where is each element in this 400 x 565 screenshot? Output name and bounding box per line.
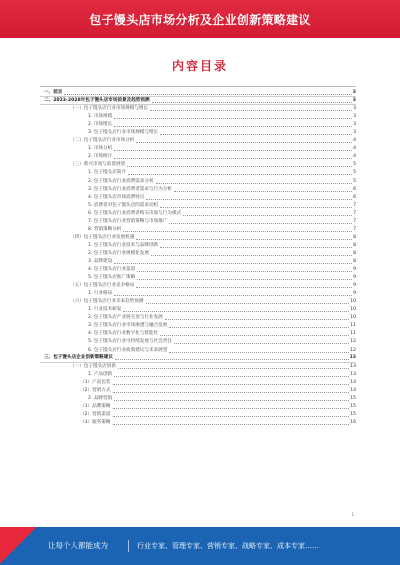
toc-entry[interactable] <box>40 178 356 186</box>
toc-entry[interactable] <box>40 298 356 306</box>
toc-entry-label: 1. 市场分析 <box>88 146 113 152</box>
toc-dot-leader <box>114 157 352 159</box>
toc-entry-page: 9 <box>353 291 356 297</box>
toc-entry-page: 3 <box>353 106 356 112</box>
toc-dot-leader <box>114 117 352 119</box>
toc-entry[interactable] <box>40 338 356 346</box>
toc-dot-leader <box>113 407 350 409</box>
toc-dot-leader <box>127 165 352 167</box>
toc-entry[interactable] <box>40 403 356 411</box>
toc-dot-leader <box>114 125 352 127</box>
toc-entry-page: 11 <box>350 323 356 329</box>
toc-dot-leader <box>169 222 352 224</box>
toc-dot-leader <box>174 342 349 344</box>
toc-entry[interactable] <box>40 290 356 298</box>
toc-entry-label: 6. 包子馒头店行业政策建议与未来展望 <box>88 347 168 353</box>
toc-entry-page: 9 <box>353 283 356 289</box>
toc-entry-page: 3 <box>353 122 356 128</box>
toc-entry-label: 1. 产品创新 <box>88 371 113 377</box>
toc-entry-label: 5. 包子馒头店推广策略 <box>88 275 136 281</box>
toc-entry[interactable] <box>40 322 356 330</box>
title-banner <box>0 0 400 38</box>
toc-dot-leader <box>156 182 352 184</box>
toc-entry-page: 9 <box>353 275 356 281</box>
toc-dot-leader <box>160 133 352 135</box>
toc-entry-label: 三、包子馒头店企业创新策略建议 <box>44 355 113 361</box>
footer-stripe-decoration <box>0 527 36 565</box>
toc-entry-label: 4. 包子馒头店市场消费特点 <box>88 194 145 200</box>
toc-entry-page: 8 <box>353 250 356 256</box>
toc-entry[interactable] <box>40 97 356 105</box>
toc-entry-label: 2. 市场增长 <box>88 122 113 128</box>
toc-entry-label: （1）产品包装 <box>80 379 111 385</box>
toc-entry[interactable] <box>40 314 356 322</box>
toc-entry-page: 4 <box>353 146 356 152</box>
toc-entry-page: 4 <box>353 154 356 160</box>
toc-entry-label: 2. 包子馒头店行业规模化发展 <box>88 250 149 256</box>
toc-entry-label: （2）营销方式 <box>80 387 111 393</box>
toc-entry[interactable] <box>40 379 356 387</box>
toc-entry-label: 1. 包子馒头店简介 <box>88 170 127 176</box>
toc-entry[interactable] <box>40 202 356 210</box>
toc-dot-leader <box>113 423 350 425</box>
toc-entry-label: 1. 市场规模 <box>88 114 113 120</box>
toc-entry-page: 8 <box>353 234 356 240</box>
toc-entry-page: 6 <box>353 186 356 192</box>
toc-entry-label: （四）包子馒头店行业发展机遇 <box>70 234 135 240</box>
table-of-contents <box>40 89 356 427</box>
toc-entry-label: 1. 包子馒头店行业技术与品牌创新 <box>88 242 159 248</box>
toc-dot-leader <box>136 286 352 288</box>
toc-entry[interactable] <box>40 419 356 427</box>
toc-dot-leader <box>165 318 349 320</box>
toc-entry[interactable] <box>40 105 356 113</box>
toc-entry[interactable] <box>40 387 356 395</box>
document-title: 包子馒头店市场分析及企业创新策略建议 <box>89 12 311 27</box>
toc-entry-page: 5 <box>353 170 356 176</box>
toc-entry-label: （三）新兴市场与前景展望 <box>70 162 126 168</box>
toc-entry-label: （一）包子馒头店行业市场规模与增长 <box>70 106 149 112</box>
toc-entry[interactable] <box>40 242 356 250</box>
page-number: 1 <box>351 512 354 517</box>
toc-entry[interactable] <box>40 266 356 274</box>
toc-entry-page: 12 <box>350 339 356 345</box>
toc-entry-page: 3 <box>352 97 356 103</box>
toc-dot-leader <box>128 173 352 175</box>
toc-dot-leader <box>137 270 352 272</box>
toc-dot-leader <box>114 294 352 296</box>
toc-entry[interactable] <box>40 411 356 419</box>
toc-entry-page: 11 <box>350 331 356 337</box>
toc-entry-page: 6 <box>353 194 356 200</box>
toc-entry[interactable] <box>40 218 356 226</box>
toc-entry-page: 13 <box>349 355 356 361</box>
toc-entry[interactable] <box>40 234 356 242</box>
toc-dot-leader <box>115 358 349 360</box>
toc-entry-label: 1. 行业格局 <box>88 291 113 297</box>
toc-entry-label: 5. 消费者对包子馒头店的需求动机 <box>88 202 159 208</box>
toc-dot-leader <box>160 246 352 248</box>
toc-dot-leader <box>113 415 350 417</box>
toc-entry-label: （五）包子馒头店行业竞争格局 <box>70 283 135 289</box>
toc-entry[interactable] <box>40 274 356 282</box>
toc-dot-leader <box>114 262 352 264</box>
toc-entry[interactable] <box>40 210 356 218</box>
toc-entry[interactable] <box>40 121 356 129</box>
toc-entry[interactable] <box>40 194 356 202</box>
toc-dot-leader <box>137 278 352 280</box>
toc-dot-leader <box>114 399 349 401</box>
toc-entry-label: 4. 包子馒头店行业渠道 <box>88 267 136 273</box>
toc-entry-label: 8. 营销策略分析 <box>88 226 122 232</box>
toc-entry-page: 10 <box>350 315 356 321</box>
toc-dot-leader <box>160 206 352 208</box>
toc-dot-leader <box>118 367 349 369</box>
toc-entry-label: 3. 包子馒头店行业市场渗透与融合发展 <box>88 323 168 329</box>
toc-entry-page: 12 <box>350 347 356 353</box>
toc-entry-label: 二、2023-2028年包子馒头店市场前景及趋势预测 <box>44 97 150 103</box>
toc-entry[interactable] <box>40 395 356 403</box>
toc-entry-label: 2. 包子馒头店产业链完善与行业发展 <box>88 315 163 321</box>
toc-entry-page: 15 <box>350 395 356 401</box>
toc-entry-label: （一）包子馒头店创新 <box>70 363 116 369</box>
toc-dot-leader <box>114 149 352 151</box>
toc-entry-page: 14 <box>350 379 356 385</box>
toc-entry-page: 16 <box>350 419 356 425</box>
toc-entry-page: 3 <box>353 130 356 136</box>
toc-entry[interactable] <box>40 161 356 169</box>
toc-entry[interactable] <box>40 355 356 363</box>
toc-entry-label: 6. 包子馒头店行业消费者购买决策与行为模式 <box>88 210 182 216</box>
toc-entry-page: 10 <box>350 299 356 305</box>
toc-entry-label: 2. 品牌营销 <box>88 395 113 401</box>
toc-entry-page: 3 <box>353 114 356 120</box>
toc-entry[interactable] <box>40 113 356 121</box>
toc-top-rule <box>40 86 356 87</box>
toc-entry[interactable] <box>40 169 356 177</box>
toc-entry-page: 4 <box>353 138 356 144</box>
toc-dot-leader <box>136 238 352 240</box>
toc-entry-page: 14 <box>350 387 356 393</box>
toc-entry[interactable] <box>40 306 356 314</box>
toc-dot-leader <box>136 141 352 143</box>
toc-entry[interactable] <box>40 282 356 290</box>
toc-entry[interactable] <box>40 250 356 258</box>
toc-entry-page: 13 <box>350 371 356 377</box>
toc-dot-leader <box>183 214 352 216</box>
toc-entry[interactable] <box>40 258 356 266</box>
footer-divider <box>128 540 129 552</box>
toc-entry-label: 4. 包子馒头店行业数字化与智能化 <box>88 331 159 337</box>
toc-dot-leader <box>123 310 349 312</box>
toc-entry-page: 7 <box>353 226 356 232</box>
toc-entry-label: 5. 包子馒头店行业可持续发展与社会责任 <box>88 339 172 345</box>
toc-entry-page: 7 <box>353 218 356 224</box>
toc-entry[interactable] <box>40 186 356 194</box>
toc-dot-leader <box>160 334 349 336</box>
toc-entry[interactable] <box>40 137 356 145</box>
toc-dot-leader <box>146 198 352 200</box>
toc-entry-page: 8 <box>353 259 356 264</box>
toc-entry-label: 一、前言 <box>44 89 63 95</box>
toc-entry-label: 1. 行业技术研发 <box>88 307 122 313</box>
toc-dot-leader <box>113 383 350 385</box>
toc-entry-label: 2. 市场统计 <box>88 154 113 160</box>
toc-entry-label: （六）包子馒头店行业未来趋势预测 <box>70 299 144 305</box>
toc-entry[interactable] <box>40 153 356 161</box>
toc-dot-leader <box>114 375 349 377</box>
toc-entry[interactable] <box>40 145 356 153</box>
toc-entry-page: 8 <box>353 242 356 248</box>
toc-dot-leader <box>174 190 352 192</box>
toc-dot-leader <box>64 93 351 95</box>
toc-dot-leader <box>146 302 350 304</box>
toc-heading: 内容目录 <box>171 59 228 73</box>
footer-slogan: 让每个人都能成为 <box>48 541 108 550</box>
toc-entry-page: 5 <box>353 178 356 184</box>
toc-entry-label: （二）包子馒头店行业市场分析 <box>70 138 135 144</box>
toc-entry-page: 15 <box>350 411 356 417</box>
toc-dot-leader <box>123 230 352 232</box>
toc-entry[interactable] <box>40 371 356 379</box>
toc-entry-page: 15 <box>350 403 356 409</box>
toc-entry[interactable] <box>40 330 356 338</box>
toc-entry-page: 7 <box>353 210 356 216</box>
toc-dot-leader <box>151 254 352 256</box>
toc-entry-label: 7. 包子馒头店行业营销策略与市场推广 <box>88 218 168 224</box>
toc-entry-label: （2）营销渠道 <box>80 411 111 417</box>
toc-entry-label: （1）品牌策略 <box>80 403 111 409</box>
toc-entry-label: 3. 包子馒头店行业市场规模与增长 <box>88 130 159 136</box>
toc-entry-page: 3 <box>352 89 356 95</box>
toc-entry-page: 13 <box>350 363 356 369</box>
footer-banner <box>0 527 400 565</box>
toc-dot-leader <box>150 109 352 111</box>
toc-entry[interactable] <box>40 363 356 371</box>
toc-entry-page: 9 <box>353 267 356 273</box>
toc-dot-leader <box>152 101 352 103</box>
toc-dot-leader <box>169 351 349 353</box>
toc-entry[interactable] <box>40 226 356 234</box>
toc-entry-label: 3. 品牌建设 <box>88 259 113 264</box>
toc-entry-label: （3）服务策略 <box>80 419 111 425</box>
toc-dot-leader <box>169 326 349 328</box>
toc-dot-leader <box>113 391 350 393</box>
toc-entry-page: 5 <box>353 162 356 168</box>
toc-entry-label: 2. 包子馒头店行业消费需求分析 <box>88 178 154 184</box>
toc-entry-page: 7 <box>353 202 356 208</box>
toc-entry[interactable] <box>40 129 356 137</box>
toc-entry-page: 10 <box>350 307 356 313</box>
toc-entry-label: 3. 包子馒头店行业消费者需求与行为分析 <box>88 186 172 192</box>
footer-tagline: 行业专家、管理专家、营销专家、战略专家、成本专家…… <box>137 542 319 550</box>
